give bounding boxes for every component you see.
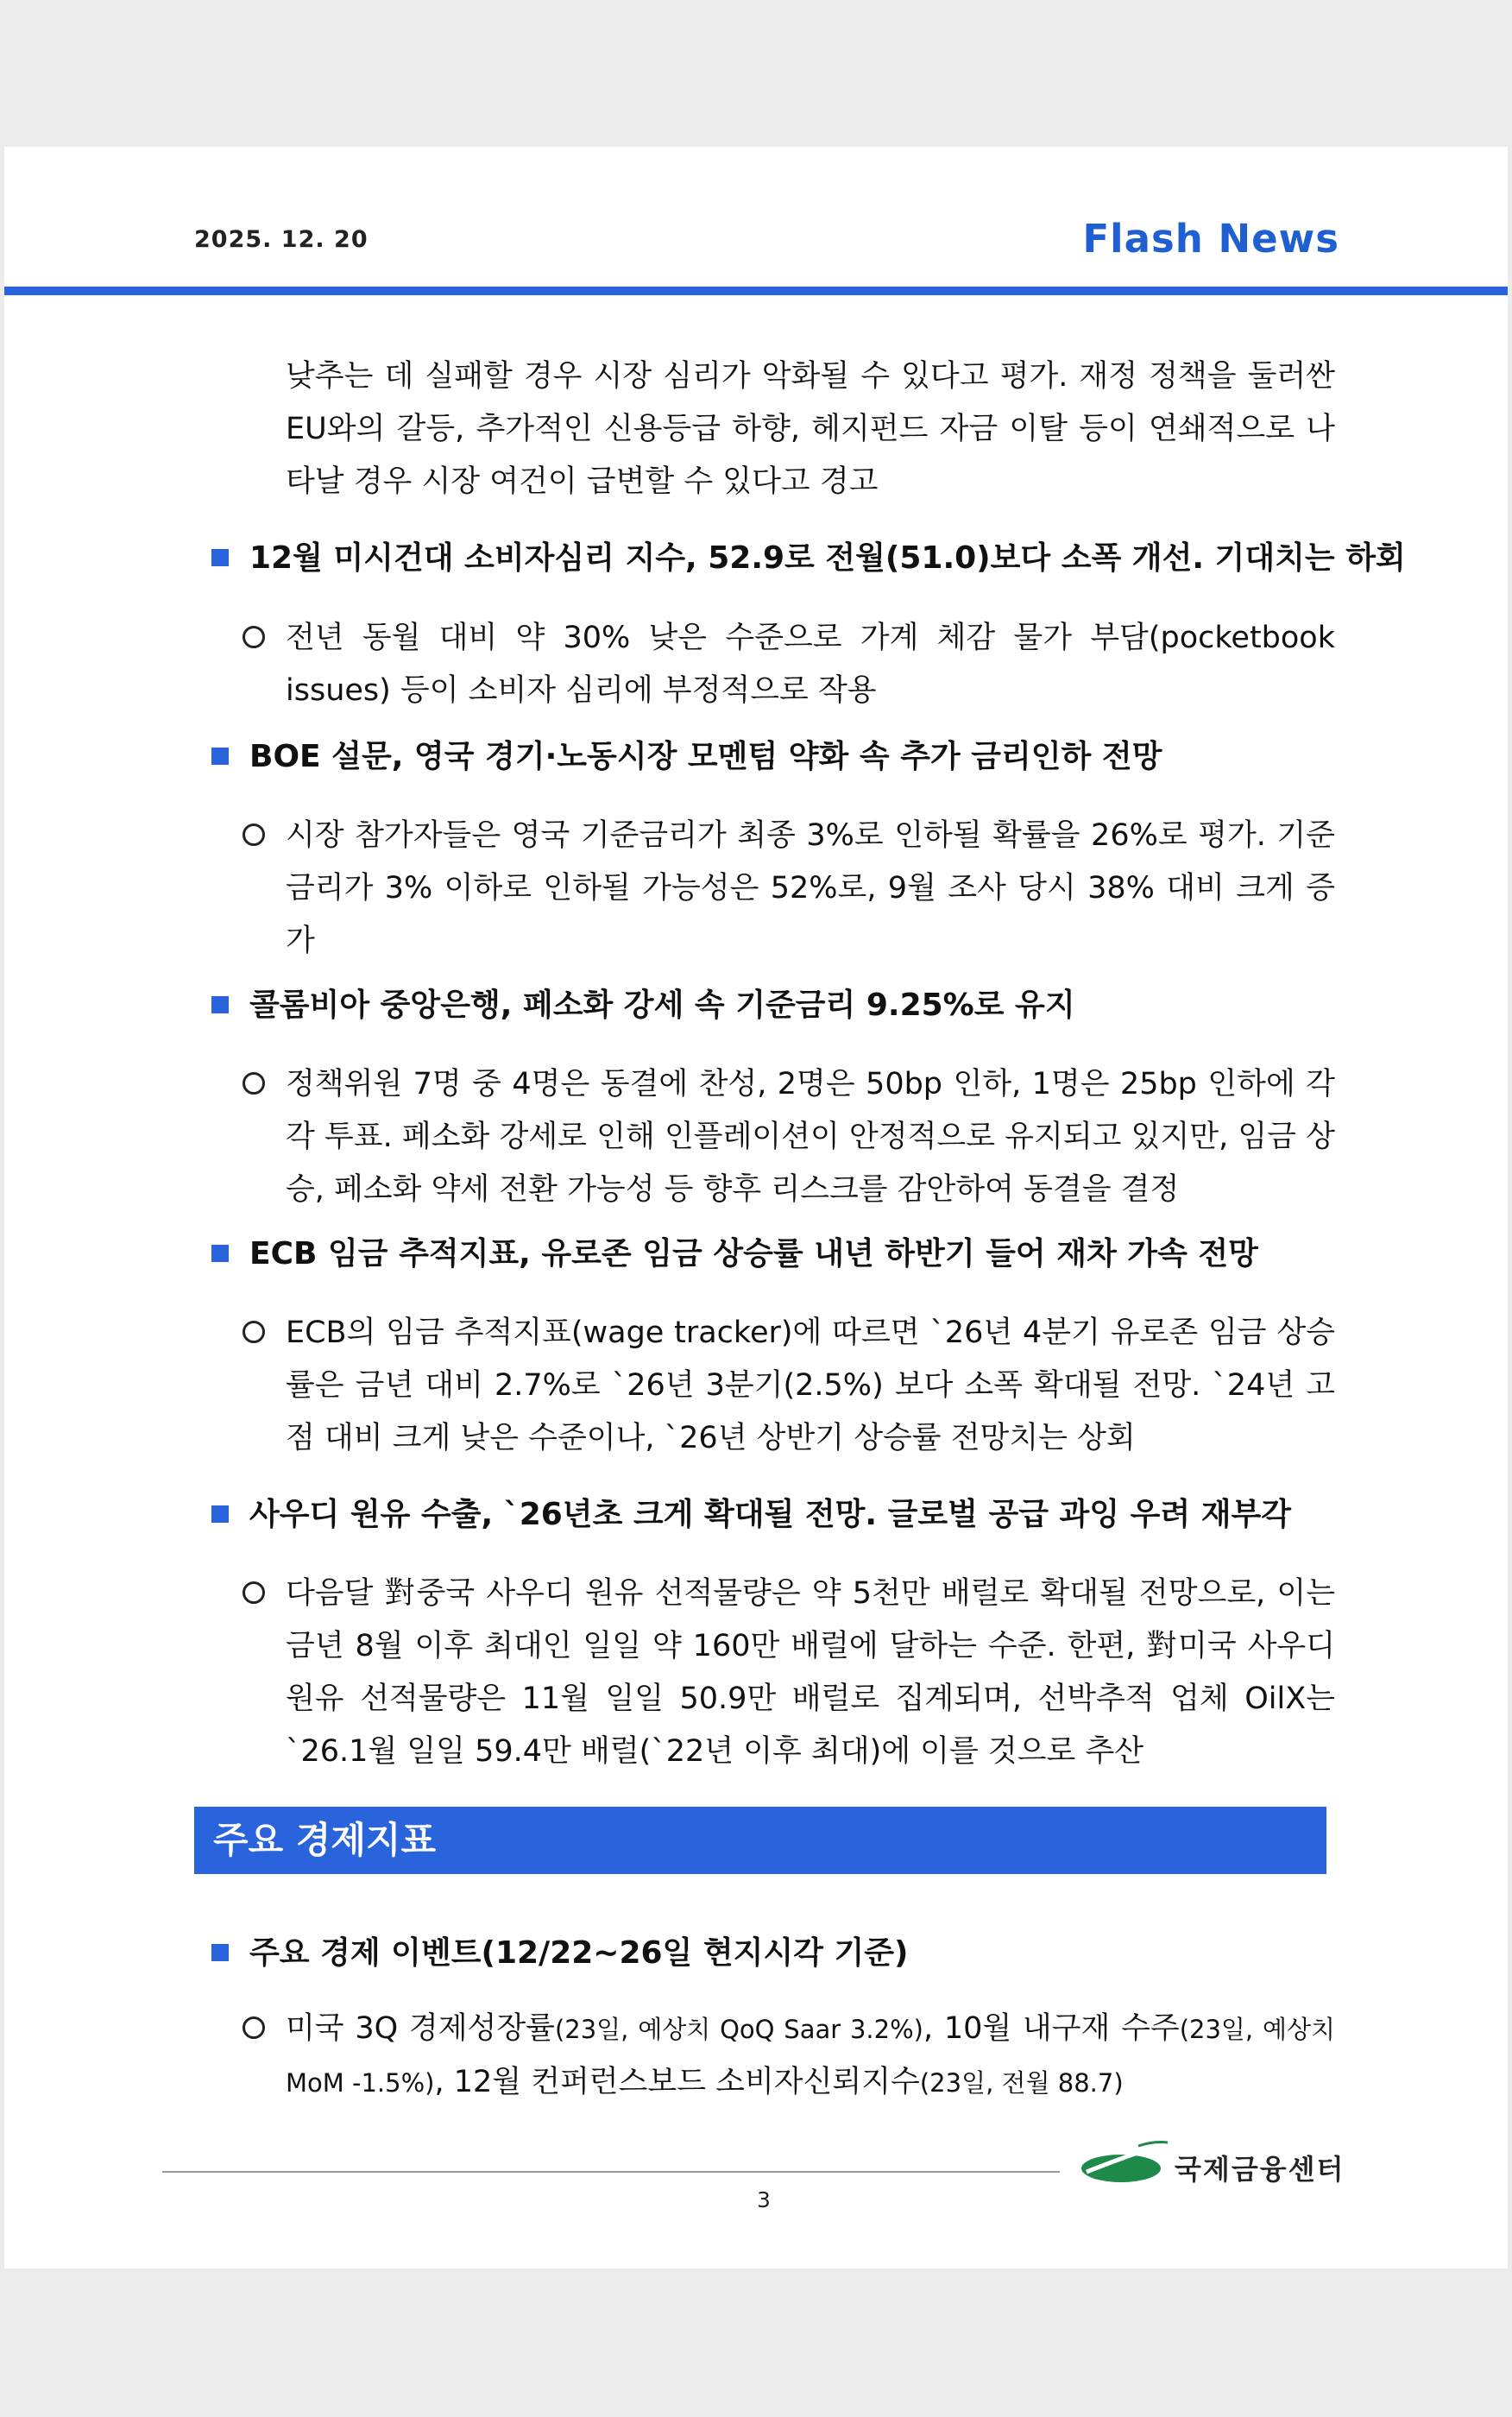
square-bullet-icon [211,1245,229,1262]
section-body-text: 시장 참가자들은 영국 기준금리가 최종 3%로 인하될 확률을 26%로 평가. 기준금리가 3% 이하로 인하될 가능성은 52%로, 9월 조사 당시 38% 대비 크게 증가 [286,818,1335,958]
events-title: 주요 경제 이벤트(12/22~26일 현지시각 기준) [249,1935,909,1971]
section-body [239,612,1335,717]
square-bullet-icon [211,1944,229,1961]
header-rule [4,287,1508,295]
events-body [239,2003,1335,2110]
report-brand: Flash News [1082,216,1339,262]
section-body [239,1307,1335,1465]
section-title: 콜롬비아 중앙은행, 페소화 강세 속 기준금리 9.25%로 유지 [249,988,1075,1023]
circle-bullet-icon [243,1321,265,1343]
continuation-paragraph: 낮추는 데 실패할 경우 시장 심리가 악화될 수 있다고 평가. 재정 정책을 둘러싼 EU와의 갈등, 추가적인 신용등급 하향, 헤지펀드 자금 이탈 등이 연쇄적으로 나타날 경우 시장 여건이 급변할 수 있다고 경고 [286,359,1335,499]
section-body-text: 다음달 對중국 사우디 원유 선적물량은 약 5천만 배럴로 확대될 전망으로, 이는 금년 8월 이후 최대인 일일 약 160만 배럴에 달하는 수준. 한편, 對미국 사우디 원유 선적물량은 11월 일일 50.9만 배럴로 집계되며, 선박추적 업체 OilX는 `26.1월 일일 59.4만 배럴(`22년 이후 최대)에 이를 것으로 추산 [286,1576,1335,1769]
section-body-text: ECB의 임금 추적지표(wage tracker)에 따르면 `26년 4분기 유로존 임금 상승률은 금년 대비 2.7%로 `26년 3분기(2.5%) 보다 소폭 확대될 전망. `24년 고점 대비 크게 낮은 수준이나, `26년 상반기 상승률 전망치는 상회 [286,1316,1335,1455]
kcif-logo-icon [1078,2139,1171,2187]
circle-bullet-icon [243,1581,265,1604]
square-bullet-icon [211,748,229,765]
section-body-text: 전년 동월 대비 약 30% 낮은 수준으로 가계 체감 물가 부담(pocketbook issues) 등이 소비자 심리에 부정적으로 작용 [286,621,1335,708]
section-title: ECB 임금 추적지표, 유로존 임금 상승률 내년 하반기 들어 재차 가속 전망 [249,1236,1258,1272]
document-page [4,147,1508,2269]
section-body [239,810,1335,968]
section-banner: 주요 경제지표 [194,1807,1326,1874]
event-note: (23일, 예상치 QoQ Saar 3.2%) [554,2015,923,2044]
event-note: (23일, 전월 88.7) [919,2068,1124,2098]
section-body [239,1058,1335,1216]
event-item: , 10월 내구재 수주 [923,2011,1180,2046]
section-title: BOE 설문, 영국 경기·노동시장 모멘텀 약화 속 추가 금리인하 전망 [249,739,1162,774]
square-bullet-icon [211,549,229,566]
section-body [239,1568,1335,1778]
events-body-text [286,2003,1335,2110]
report-date: 2025. 12. 20 [194,226,369,253]
event-item: 미국 3Q 경제성장률 [286,2011,555,2046]
event-note: (23일, 예상치 MoM -1.5%) [286,2015,1335,2098]
event-item: , 12월 컨퍼런스보드 소비자신뢰지수 [434,2065,920,2099]
section-body-text: 정책위원 7명 중 4명은 동결에 찬성, 2명은 50bp 인하, 1명은 25bp 인하에 각각 투표. 페소화 강세로 인해 인플레이션이 안정적으로 유지되고 있지만, 임금 상승, 페소화 약세 전환 가능성 등 향후 리스크를 감안하여 동결을 결정 [286,1067,1335,1207]
circle-bullet-icon [243,824,265,846]
page-number: 3 [757,2187,771,2212]
circle-bullet-icon [243,1072,265,1095]
circle-bullet-icon [243,2016,265,2039]
square-bullet-icon [211,1505,229,1523]
section-title: 사우디 원유 수출, `26년초 크게 확대될 전망. 글로벌 공급 과잉 우려 재부각 [249,1497,1292,1532]
footer-rule [162,2171,1060,2173]
circle-bullet-icon [243,626,265,648]
org-name: 국제금융센터 [1175,2153,1345,2186]
section-title: 12월 미시건대 소비자심리 지수, 52.9로 전월(51.0)보다 소폭 개선. 기대치는 하회 [249,540,1406,576]
square-bullet-icon [211,996,229,1013]
